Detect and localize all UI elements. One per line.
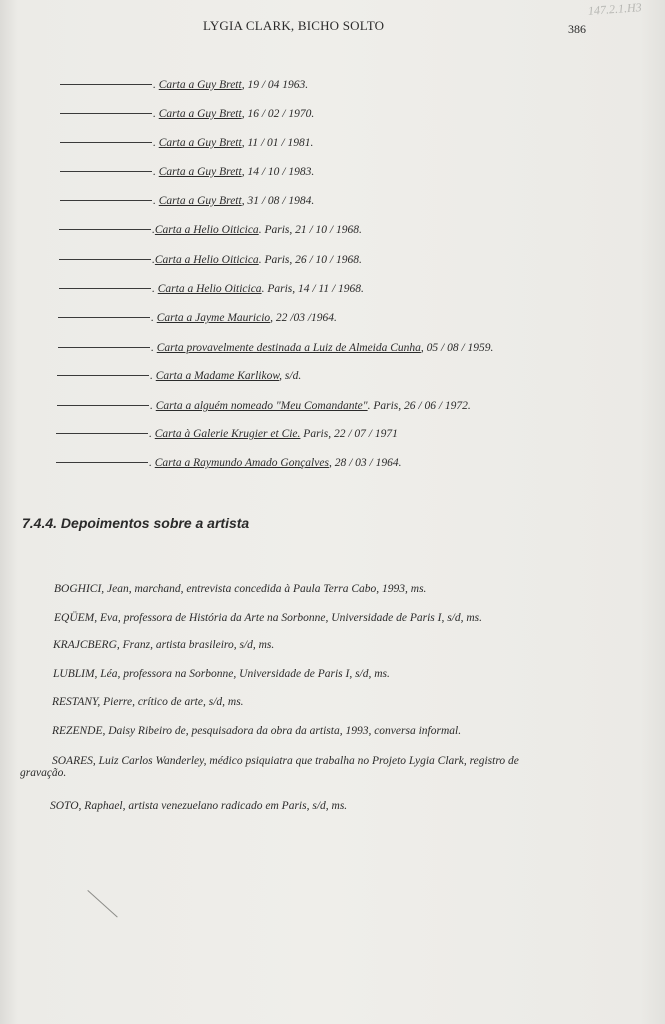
testimonial-entry: REZENDE, Daisy Ribeiro de, pesquisadora da obra da artista, 1993, conversa informal. bbox=[52, 725, 462, 737]
letter-entry: . Carta provavelmente destinada a Luiz de Almeida Cunha, 05 / 08 / 1959. bbox=[58, 342, 493, 354]
letter-entry: .Carta a Helio Oiticica. Paris, 21 / 10 / 1968. bbox=[59, 224, 362, 236]
section-heading: 7.4.4. Depoimentos sobre a artista bbox=[22, 515, 250, 531]
letter-title: Carta a Guy Brett bbox=[158, 166, 242, 178]
page-number: 386 bbox=[568, 22, 586, 36]
letter-title: Carta a Guy Brett bbox=[158, 137, 242, 149]
letter-date: , 19 / 04 1963. bbox=[241, 79, 309, 91]
running-header: LYGIA CLARK, BICHO SOLTO bbox=[203, 18, 385, 33]
letter-entry: . Carta a alguém nomeado "Meu Comandante". Paris, 26 / 06 / 1972. bbox=[57, 400, 471, 412]
letter-title: Carta a Jayme Mauricio bbox=[156, 312, 271, 324]
testimonial-entry: BOGHICI, Jean, marchand, entrevista concedida à Paula Terra Cabo, 1993, ms. bbox=[54, 583, 427, 595]
letter-date: Paris, 22 / 07 / 1971 bbox=[300, 428, 398, 440]
letter-title: Carta a Guy Brett bbox=[158, 108, 242, 120]
letter-date: . Paris, 14 / 11 / 1968. bbox=[261, 283, 364, 295]
letter-entry: . Carta a Jayme Mauricio, 22 /03 /1964. bbox=[58, 312, 337, 324]
letter-date: , s/d. bbox=[279, 370, 302, 382]
letter-date: , 16 / 02 / 1970. bbox=[241, 108, 315, 120]
letter-entry: . Carta a Guy Brett, 19 / 04 1963. bbox=[60, 79, 308, 91]
letter-entry: . Carta a Madame Karlikow, s/d. bbox=[57, 370, 301, 382]
pencil-annotation: 147.2.1.H3 bbox=[587, 0, 643, 18]
letter-entry: . Carta a Guy Brett, 16 / 02 / 1970. bbox=[60, 108, 314, 120]
letter-title: Carta à Galerie Krugier et Cie. bbox=[154, 428, 301, 440]
letter-title: Carta a Helio Oiticica bbox=[157, 283, 262, 295]
testimonial-entry: RESTANY, Pierre, crítico de arte, s/d, ms. bbox=[52, 696, 244, 708]
letter-date: . Paris, 26 / 06 / 1972. bbox=[367, 400, 471, 412]
letter-date: , 31 / 08 / 1984. bbox=[241, 195, 315, 207]
letter-date: , 14 / 10 / 1983. bbox=[241, 166, 315, 178]
letter-title: Carta a Raymundo Amado Gonçalves bbox=[154, 457, 329, 469]
letter-title: Carta a Helio Oiticica bbox=[154, 254, 259, 266]
testimonial-entry: SOTO, Raphael, artista venezuelano radicado em Paris, s/d, ms. bbox=[50, 800, 348, 812]
letter-entry: . Carta à Galerie Krugier et Cie. Paris, 22 / 07 / 1971 bbox=[56, 428, 398, 440]
letter-date: , 22 /03 /1964. bbox=[270, 312, 337, 324]
letter-title: Carta provavelmente destinada a Luiz de Almeida Cunha bbox=[156, 342, 421, 354]
testimonial-entry: EQÜEM, Eva, professora de História da Arte na Sorbonne, Universidade de Paris I, s/d, ms. bbox=[54, 612, 483, 624]
letter-entry: . Carta a Helio Oiticica. Paris, 14 / 11 / 1968. bbox=[59, 283, 364, 295]
letter-entry: .Carta a Helio Oiticica. Paris, 26 / 10 / 1968. bbox=[59, 254, 362, 266]
letter-title: Carta a Guy Brett bbox=[158, 195, 242, 207]
letter-title: Carta a Madame Karlikow bbox=[155, 370, 280, 382]
letter-date: . Paris, 21 / 10 / 1968. bbox=[258, 224, 362, 236]
letter-entry: . Carta a Guy Brett, 14 / 10 / 1983. bbox=[60, 166, 314, 178]
letter-title: Carta a Helio Oiticica bbox=[154, 224, 259, 236]
letter-date: . Paris, 26 / 10 / 1968. bbox=[258, 254, 362, 266]
stray-pencil-line bbox=[87, 890, 117, 918]
testimonial-entry: SOARES, Luiz Carlos Wanderley, médico psiquiatra que trabalha no Projeto Lygia Clark, registro de gravação. bbox=[20, 755, 519, 779]
testimonial-entry: LUBLIM, Léa, professora na Sorbonne, Universidade de Paris I, s/d, ms. bbox=[53, 668, 390, 680]
letter-date: , 11 / 01 / 1981. bbox=[241, 137, 314, 149]
letter-date: , 05 / 08 / 1959. bbox=[420, 342, 494, 354]
testimonial-entry: KRAJCBERG, Franz, artista brasileiro, s/d, ms. bbox=[53, 639, 275, 651]
letter-title: Carta a alguém nomeado "Meu Comandante" bbox=[155, 400, 368, 412]
letter-date: , 28 / 03 / 1964. bbox=[328, 457, 402, 469]
letter-entry: . Carta a Guy Brett, 11 / 01 / 1981. bbox=[60, 137, 313, 149]
letter-entry: . Carta a Guy Brett, 31 / 08 / 1984. bbox=[60, 195, 314, 207]
letter-entry: . Carta a Raymundo Amado Gonçalves, 28 / 03 / 1964. bbox=[56, 457, 401, 469]
letter-title: Carta a Guy Brett bbox=[158, 79, 242, 91]
